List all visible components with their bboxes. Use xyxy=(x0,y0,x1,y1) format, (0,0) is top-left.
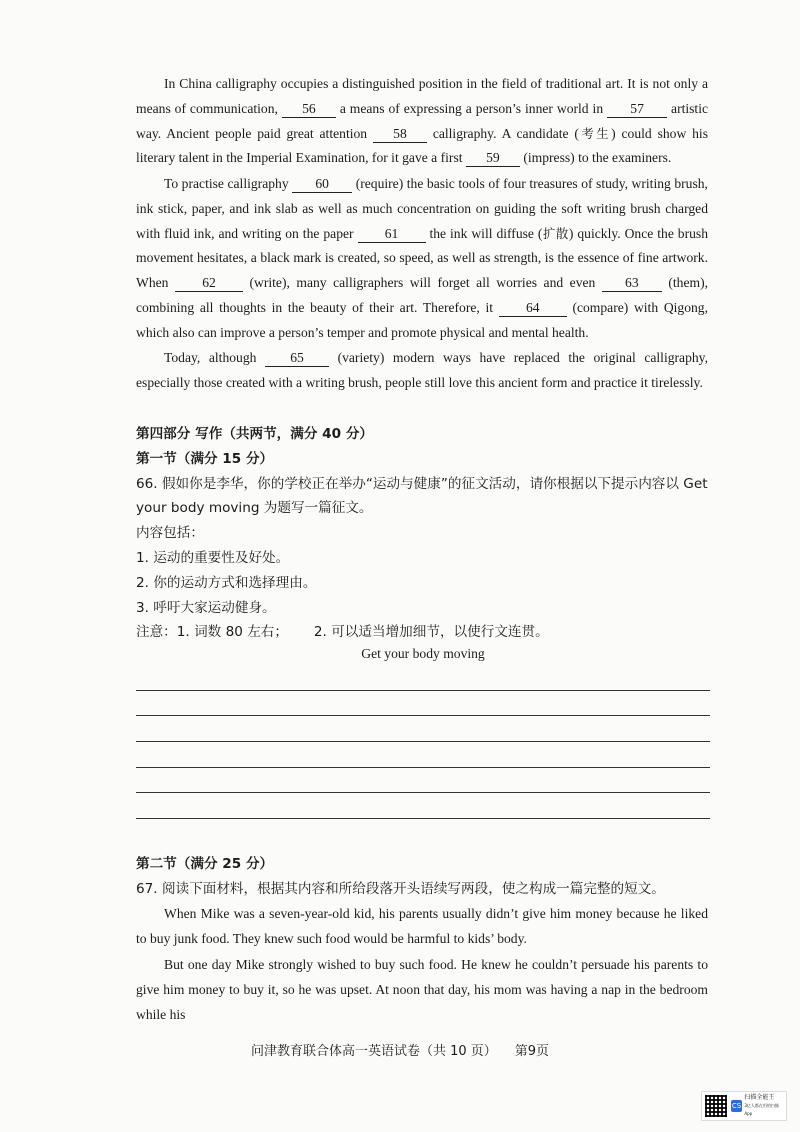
camscanner-logo-icon: CS xyxy=(731,1102,742,1110)
blank-58[interactable]: 58 xyxy=(373,126,427,143)
scanner-brand: 扫描全能王 xyxy=(744,1094,775,1101)
blank-60[interactable]: 60 xyxy=(292,176,352,193)
essay-title: Get your body moving xyxy=(361,646,485,661)
answer-line[interactable] xyxy=(136,690,710,691)
content-label: 内容包括： xyxy=(136,525,204,542)
page-number: 第9页 xyxy=(514,1044,550,1059)
content-point: 1. 运动的重要性及好处。 xyxy=(136,549,290,566)
notes: 注意：1. 词数 80 左右； 2. 可以适当增加细节，以使行文连贯。 xyxy=(136,624,549,641)
section2-title: 第二节（满分 25 分） xyxy=(136,856,274,872)
page-footer xyxy=(0,1040,800,1059)
blank-56[interactable]: 56 xyxy=(282,101,336,118)
qr-code-icon xyxy=(705,1095,727,1117)
passage-paragraph-2: To practise calligraphy 60 (require) the basic tools of four treasures of study, writing brush, ink stick, paper, and ink slab as well as much concentration on guiding the soft writing brush charged with fluid ink, and writing on the paper 61 the ink will diffuse (扩散) quickly. Once the brush movement hesitates, a black mark is created, so speed, as well as strength, is the essence of fine artwork. When 62 (write), many calligraphers will forget all worries and even 63 (them), combining all thoughts in the beauty of their art. Therefore, it 64 (compare) with Qigong, which also can improve a person’s temper and promote physical and mental health. xyxy=(136,176,709,340)
scanner-tagline: 3亿人都在用的扫描App xyxy=(744,1103,779,1116)
answer-line[interactable] xyxy=(136,818,710,819)
content-point: 3. 呼吁大家运动健身。 xyxy=(136,599,276,616)
blank-57[interactable]: 57 xyxy=(607,101,667,118)
exam-title: 问津教育联合体高一英语试卷（共 10 页） xyxy=(250,1044,497,1059)
content-point: 2. 你的运动方式和选择理由。 xyxy=(136,574,317,591)
passage-paragraph-3: Today, although 65 (variety) modern ways have replaced the original calligraphy, especially those created with a writing brush, people still love this ancient form and practice it tirelessly. xyxy=(136,350,708,390)
answer-line[interactable] xyxy=(136,792,710,793)
answer-line[interactable] xyxy=(136,741,710,742)
question-66-line-2: your body moving 为题写一篇征文。 xyxy=(136,500,373,517)
blank-65[interactable]: 65 xyxy=(265,350,329,367)
blank-61[interactable]: 61 xyxy=(358,226,426,243)
question-67: 67. 阅读下面材料，根据其内容和所给段落开头语续写两段，使之构成一篇完整的短文。 xyxy=(136,880,665,897)
passage-paragraph-1: In China calligraphy occupies a distinguished position in the field of traditional art. It is not only a means of communication, 56 a means of expressing a person’s inner world in 57 artistic way. Ancient people paid great attention 58 calligraphy. A candidate (考生) could show his literary talent in the Imperial Examination, for it gave a first 59 (impress) to the examiners. xyxy=(136,76,709,166)
question-66-line-1: 66. 假如你是李华，你的学校正在举办“运动与健康”的征文活动，请你根据以下提示内容以 Get xyxy=(136,475,708,492)
blank-59[interactable]: 59 xyxy=(466,150,520,167)
story-paragraph-2: But one day Mike strongly wished to buy such food. He knew he couldn’t persuade his parents to give him money to buy it, so he was upset. At noon that day, his mom was having a nap in the bedroom while his xyxy=(136,957,708,1022)
scanner-watermark xyxy=(701,1091,787,1121)
answer-line[interactable] xyxy=(136,767,710,768)
section-2 xyxy=(136,852,710,902)
blank-64[interactable]: 64 xyxy=(499,300,567,317)
answer-line[interactable] xyxy=(136,715,710,716)
part-title: 第四部分 写作（共两节，满分 40 分） xyxy=(136,426,374,442)
story-paragraph-1: When Mike was a seven-year-old kid, his parents usually didn’t give him money because he liked to buy junk food. They knew such food would be harmful to kids’ body. xyxy=(136,906,708,946)
blank-63[interactable]: 63 xyxy=(602,275,662,292)
section1-title: 第一节（满分 15 分） xyxy=(136,450,274,467)
writing-section xyxy=(136,422,710,645)
blank-62[interactable]: 62 xyxy=(175,275,243,292)
